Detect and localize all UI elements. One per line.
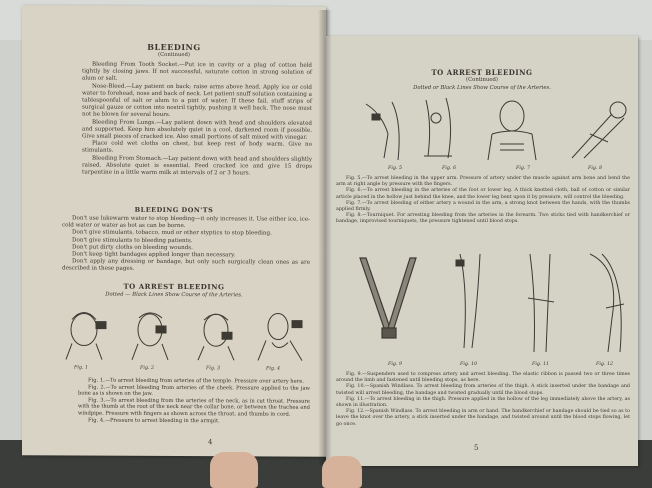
right-page-number: 5 bbox=[474, 444, 479, 452]
caption-fig8: Fig. 8.—Tourniquet. For arresting bleeding from the arteries in the forearm. Two sticks tied with handkerchief or bandage, improvised tourniquets, the pressure tightened until blood stops. bbox=[336, 213, 630, 225]
caption-fig2: Fig. 2.—To arrest bleeding from arteries of the cheek. Pressure applied to the jaw bone as is shown on the jaw. bbox=[78, 384, 310, 398]
fig3-label: Fig. 3 bbox=[206, 366, 221, 372]
left-captions bbox=[78, 377, 310, 424]
arrest-subtitle: Dotted — Black Lines Show Course of the Arteries. bbox=[105, 291, 243, 299]
book-gutter bbox=[318, 10, 332, 465]
fig2-label: Fig. 2 bbox=[140, 365, 155, 371]
fig8-illustration bbox=[572, 102, 626, 158]
left-thumb bbox=[210, 452, 258, 488]
fig11-illustration bbox=[528, 254, 554, 352]
caption-fig3: Fig. 3.—To arrest bleeding from the arteries of the neck, as in cut throat. Pressure with the thumb at the root of the neck near the collar bone, or between the trachea and windpipe. Pressure with fingers as shown across the throat, and thumbs in cord. bbox=[78, 397, 310, 418]
fig5-illustration bbox=[366, 102, 399, 160]
fig5-label: Fig. 5 bbox=[388, 166, 403, 171]
caption-fig10: Fig. 10.—Spanish Windlass. To arrest bleeding from arteries of the thigh. A stick inserted under the bandage and twisted will arrest bleeding, the bandage and twisted gradually until the blood stops. bbox=[336, 384, 630, 396]
caption-fig9: Fig. 9.—Suspenders used to compress artery and arrest bleeding. The elastic ribbon is passed two or three times around the limb and fastened until bleeding stops, as here. bbox=[336, 372, 630, 384]
right-title: TO ARREST BLEEDING bbox=[431, 68, 533, 77]
caption-fig6: Fig. 6.—To arrest bleeding in the arteries of the foot or lower leg. A thick knotted cloth, ball of cotton or similar article placed in the hollow just behind the knee, and the lower leg bent upon it by pressure, will control the bleeding. bbox=[336, 188, 630, 200]
paragraph-nose: Nose-Bleed.—Lay patient on back; raise arms above head. Apply ice or cold water to forehead, nose and back of neck. Let patient snuff solution containing a tablespoonful of salt or alum to a pint of water. If these fail, stuff strips of surgical gauze or cotton into nostril tightly, pushing it well back. The nose must not be blown for several hours. bbox=[82, 83, 312, 119]
fig1-illustration bbox=[66, 312, 106, 359]
left-continued: (Continued) bbox=[158, 51, 190, 59]
fig4-illustration bbox=[258, 313, 302, 360]
fig6-label: Fig. 6 bbox=[442, 166, 457, 171]
right-thumb bbox=[322, 456, 362, 488]
fig9-illustration bbox=[360, 258, 416, 338]
fig4-label: Fig. 4 bbox=[266, 366, 281, 372]
donts-title: BLEEDING DON'TS bbox=[134, 205, 214, 215]
paragraph-lungs: Bleeding From Lungs.—Lay patient down with head and shoulders elevated and supported. Keep him absolutely quiet in a cool, darkened room if possible. Give small pieces of cracked ice. Also small portions of salt mixed with vinegar. bbox=[82, 119, 312, 141]
caption-fig12: Fig. 12.—Spanish Windlass. To arrest bleeding in arm or hand. The handkerchief or bandage should be tied so as to leave the knot over the artery, a stick inserted under the bandage, and twisted around until the blood stops flowing, let go once. bbox=[336, 409, 630, 427]
left-paragraphs bbox=[82, 62, 312, 178]
dont-item: Don't give stimulants to bleeding patients. bbox=[72, 237, 193, 244]
right-bottom-figures bbox=[350, 248, 630, 358]
right-bottom-captions bbox=[336, 372, 630, 428]
fig8-label: Fig. 8 bbox=[588, 166, 603, 171]
left-page-number: 4 bbox=[208, 438, 213, 447]
right-continued: (Continued) bbox=[466, 77, 498, 83]
right-page bbox=[326, 36, 638, 466]
caption-fig7: Fig. 7.—To arrest bleeding of either artery a wound in the arm, a strong knot between the hands, with the thumbs applied firmly. bbox=[336, 200, 630, 213]
fig12-illustration bbox=[590, 254, 624, 352]
paragraph-stomach: Bleeding From Stomach.—Lay patient down with head and shoulders slightly raised. Absolute quiet is essential. Feed cracked ice and give 15 drops turpentine in a little warm milk at intervals of 2 or 3 hours. bbox=[82, 155, 312, 177]
fig10-illustration bbox=[456, 254, 480, 348]
right-top-captions bbox=[336, 176, 630, 226]
fig7-label: Fig. 7 bbox=[516, 166, 531, 171]
dont-item: Don't keep tight bandages applied longer than necessary. bbox=[72, 251, 236, 259]
paragraph-chest: Place cold wet cloths on chest, but keep rest of body warm. Give no stimulants. bbox=[82, 140, 312, 155]
right-subtitle: Dotted or Black Lines Show Course of the Arteries. bbox=[413, 85, 551, 91]
fig2-illustration bbox=[132, 313, 168, 360]
paragraph-tooth: Bleeding From Tooth Socket.—Put ice in cavity or a plug of cotton held tightly by closing jaws. If not successful, saturate cotton in strong solution of alum or salt. bbox=[82, 61, 312, 83]
dont-item: Don't give stimulants, tobacco, mud or other styptics to stop bleeding. bbox=[72, 229, 272, 237]
caption-fig4: Fig. 4.—Pressure to arrest bleeding in the armpit. bbox=[88, 417, 220, 424]
left-page bbox=[22, 5, 326, 457]
fig6-illustration bbox=[424, 98, 452, 158]
fig10-label: Fig. 10 bbox=[460, 362, 478, 367]
fig11-label: Fig. 11 bbox=[532, 362, 550, 367]
fig7-illustration bbox=[488, 101, 536, 160]
dont-item: Don't apply any dressing or bandage, but only such surgically clean ones as are described in these pages. bbox=[62, 258, 310, 273]
caption-fig5: Fig. 5.—To arrest bleeding in the upper arm. Pressure of artery under the muscle against arm bone and bend the arm at right angle by pressure with the fingers. bbox=[336, 176, 630, 188]
arrest-title: TO ARREST BLEEDING bbox=[123, 281, 225, 292]
fig12-label: Fig. 12 bbox=[596, 362, 614, 367]
caption-fig1: Fig. 1.—To arrest bleeding from arteries of the temple. Pressure over artery here. bbox=[88, 377, 304, 385]
fig9-label: Fig. 9 bbox=[388, 362, 403, 367]
left-title: BLEEDING bbox=[147, 41, 201, 53]
dont-item: Don't use lukewarm water to stop bleeding—it only increases it. Use either ice, ice-cold water or water as hot as can be borne. bbox=[62, 215, 310, 230]
right-top-figures bbox=[362, 94, 632, 164]
left-figures bbox=[52, 301, 312, 364]
fig1-label: Fig. 1 bbox=[74, 365, 89, 371]
donts-list bbox=[62, 215, 310, 274]
fig3-illustration bbox=[198, 314, 234, 360]
caption-fig11: Fig. 11.—To arrest bleeding in the thigh. Pressure applied in the hollow of the leg immediately above the artery, as shown in illustration. bbox=[336, 396, 630, 409]
dont-item: Don't put dirty cloths on bleeding wounds. bbox=[72, 244, 193, 251]
